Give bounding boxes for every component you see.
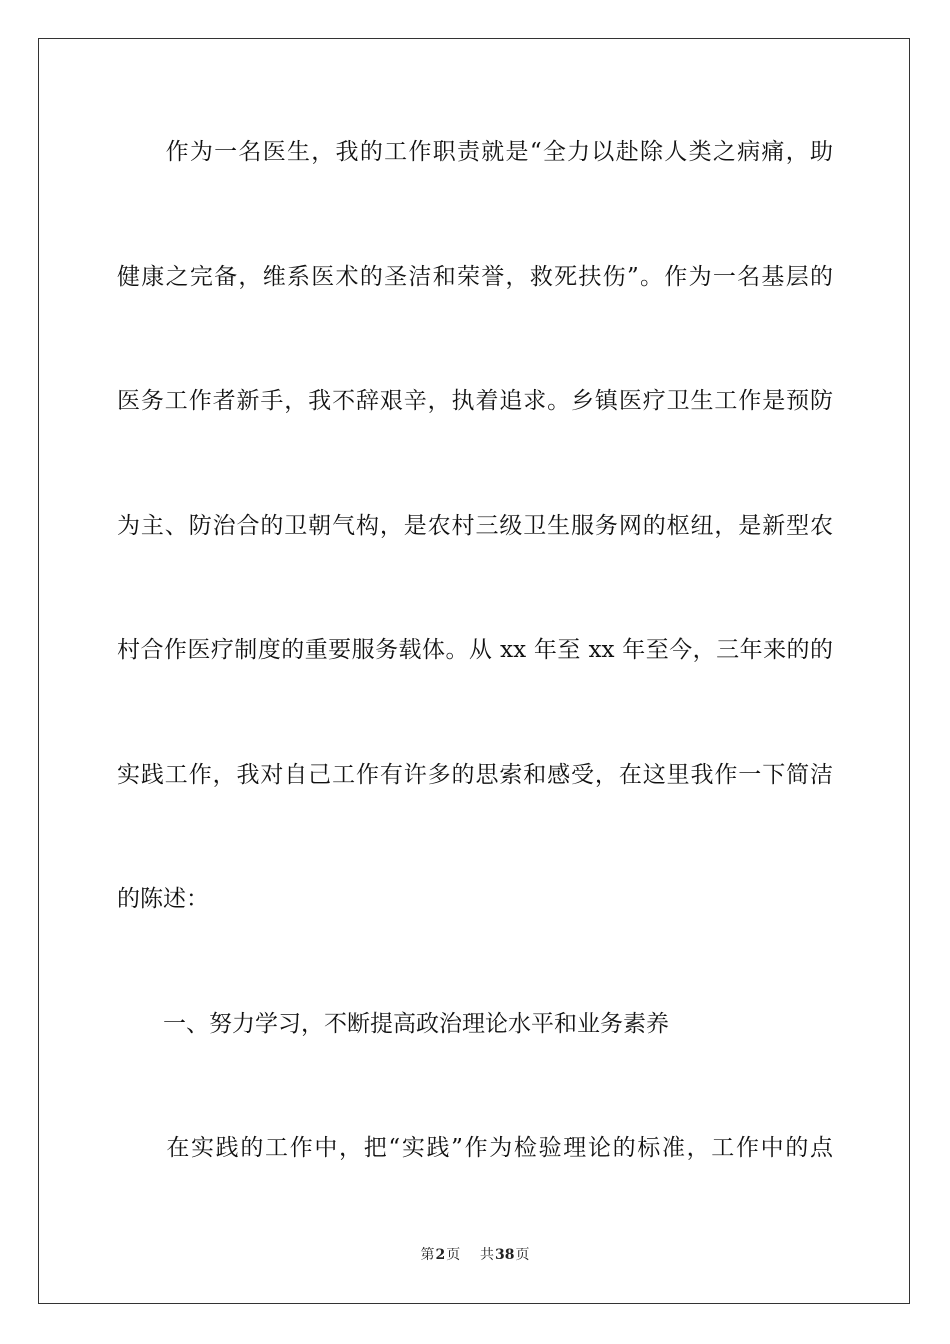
footer-total-prefix: 共 [480,1247,495,1263]
page-footer [0,1246,950,1264]
footer-page-prefix: 第 [420,1247,435,1263]
paragraph-line-4: 为主、防治合的卫朝气构，是农村三级卫生服务网的枢纽，是新型农 [117,513,833,539]
paragraph-line-9: 在实践的工作中，把“实践”作为检验理论的标准，工作中的点 [117,1135,833,1161]
footer-total-pages: 38 [495,1247,515,1263]
footer-total-suffix: 页 [515,1247,530,1263]
paragraph-line-1: 作为一名医生，我的工作职责就是“全力以赴除人类之病痛，助 [117,139,833,165]
footer-page-number: 2 [435,1247,446,1263]
paragraph-line-2: 健康之完备，维系医术的圣洁和荣誉，救死扶伤”。作为一名基层的 [117,264,833,290]
paragraph-line-7: 的陈述： [117,886,209,912]
paragraph-line-3: 医务工作者新手，我不辞艰辛，执着追求。乡镇医疗卫生工作是预防 [117,388,833,414]
page-border [38,38,910,1304]
paragraph-line-5: 村合作医疗制度的重要服务载体。从 xx 年至 xx 年至今，三年来的的 [117,637,833,663]
section-heading: 一、努力学习，不断提高政治理论水平和业务素养 [117,1011,669,1037]
paragraph-line-6: 实践工作，我对自己工作有许多的思索和感受，在这里我作一下简洁 [117,762,833,788]
footer-page-suffix: 页 [446,1247,461,1263]
